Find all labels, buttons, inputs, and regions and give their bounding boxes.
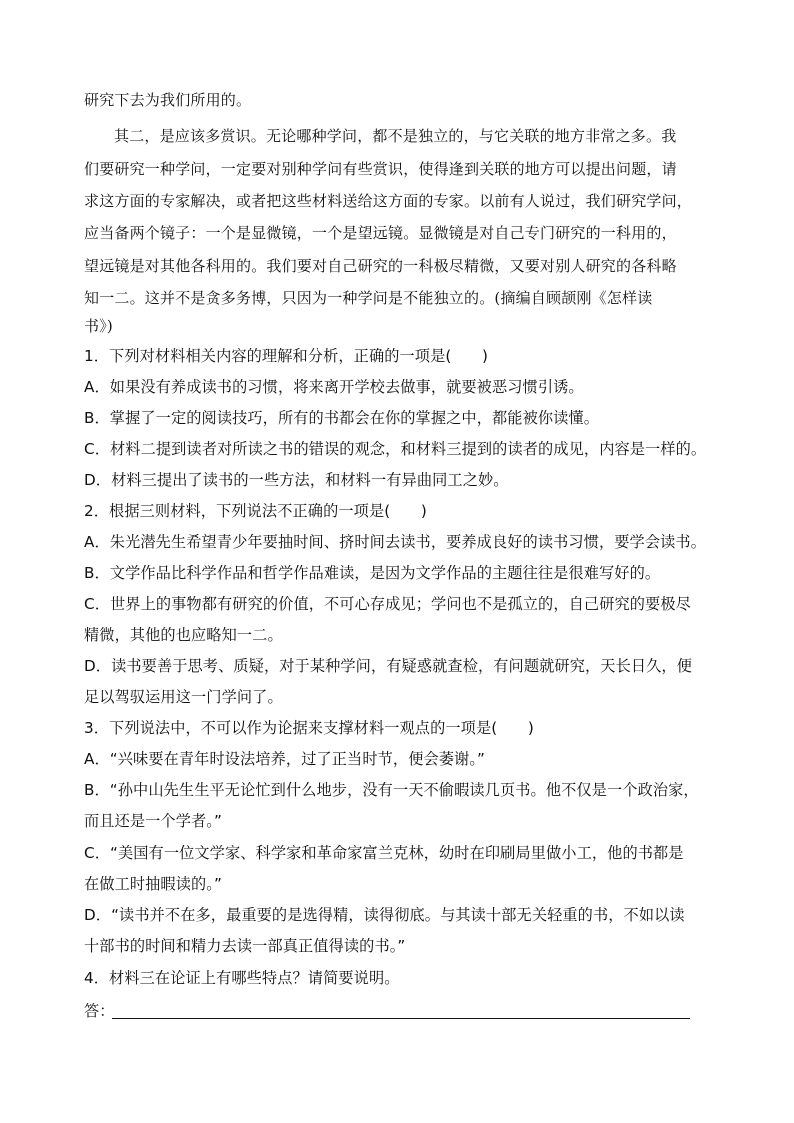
option-b-continued: 而且还是一个学者。”	[84, 812, 222, 830]
question-stem: 2．根据三则材料，下列说法不正确的一项是( )	[84, 502, 427, 520]
passage-line: 望远镜是对其他各科用的。我们要对自己研究的一科极尽精微，又要对别人研究的各科略	[84, 257, 677, 275]
option-d: D．材料三提出了读书的一些方法，和材料一有异曲同工之妙。	[84, 471, 509, 489]
passage-line: 应当备两个镜子：一个是显微镜，一个是望远镜。显微镜是对自己专门研究的一科用的，	[84, 224, 677, 242]
option-d-continued: 足以驾驭运用这一门学问了。	[84, 688, 283, 706]
option-c-continued: 在做工时抽暇读的。”	[84, 875, 222, 893]
option-b: B．掌握了一定的阅读技巧，所有的书都会在你的掌握之中，都能被你读懂。	[84, 409, 600, 427]
option-c: C．材料二提到读者对所读之书的错误的观念，和材料三提到的读者的成见，内容是一样的。	[84, 440, 707, 458]
question-stem: 1．下列对材料相关内容的理解和分析，正确的一项是( )	[84, 347, 489, 365]
option-c-continued: 精微，其他的也应略知一二。	[84, 626, 283, 644]
passage-line: 其二，是应该多赏识。无论哪种学问，都不是独立的，与它关联的地方非常之多。我	[114, 127, 677, 145]
passage-line: 研究下去为我们所用的。	[84, 91, 252, 109]
option-d-continued: 十部书的时间和精力去读一部真正值得读的书。”	[84, 937, 406, 955]
answer-blank-line[interactable]	[112, 1018, 690, 1019]
answer-label: 答：	[84, 1002, 115, 1020]
passage-line: 求这方面的专家解决，或者把这些材料送给这方面的专家。以前有人说过，我们研究学问，	[84, 192, 693, 210]
option-c: C．世界上的事物都有研究的价值，不可心存成见；学问也不是孤立的，自己研究的要极尽	[84, 595, 691, 613]
option-c: C．“美国有一位文学家、科学家和革命家富兰克林，幼时在印刷局里做小工，他的书都是	[84, 844, 684, 862]
option-a: A．朱光潜先生希望青少年要抽时间、挤时间去读书，要养成良好的读书习惯，要学会读书。	[84, 533, 706, 551]
option-a: A．如果没有养成读书的习惯，将来离开学校去做事，就要被恶习惯引诱。	[84, 378, 584, 396]
passage-line: 书》)	[84, 317, 113, 335]
question-stem: 3．下列说法中，不可以作为论据来支撑材料一观点的一项是( )	[84, 719, 534, 737]
question-stem: 4．材料三在论证上有哪些特点？请简要说明。	[84, 969, 400, 987]
option-a: A．“兴味要在青年时设法培养，过了正当时节，便会萎谢。”	[84, 750, 486, 768]
passage-line: 知一二。这并不是贪多务博，只因为一种学问是不能独立的。(摘编自顾颉刚《怎样读	[84, 289, 653, 307]
option-b: B．“孙中山先生生平无论忙到什么地步，没有一天不偷暇读几页书。他不仅是一个政治家，	[84, 781, 699, 799]
option-d: D．“读书并不在多，最重要的是选得精，读得彻底。与其读十部无关轻重的书，不如以读	[84, 906, 685, 924]
passage-line: 们要研究一种学问，一定要对别种学问有些赏识，使得逢到关联的地方可以提出问题，请	[84, 160, 677, 178]
option-d: D．读书要善于思考、质疑，对于某种学问，有疑惑就查检，有问题就研究，天长日久，便	[84, 657, 693, 675]
option-b: B．文学作品比科学作品和哲学作品难读，是因为文学作品的主题往往是很难写好的。	[84, 564, 661, 582]
